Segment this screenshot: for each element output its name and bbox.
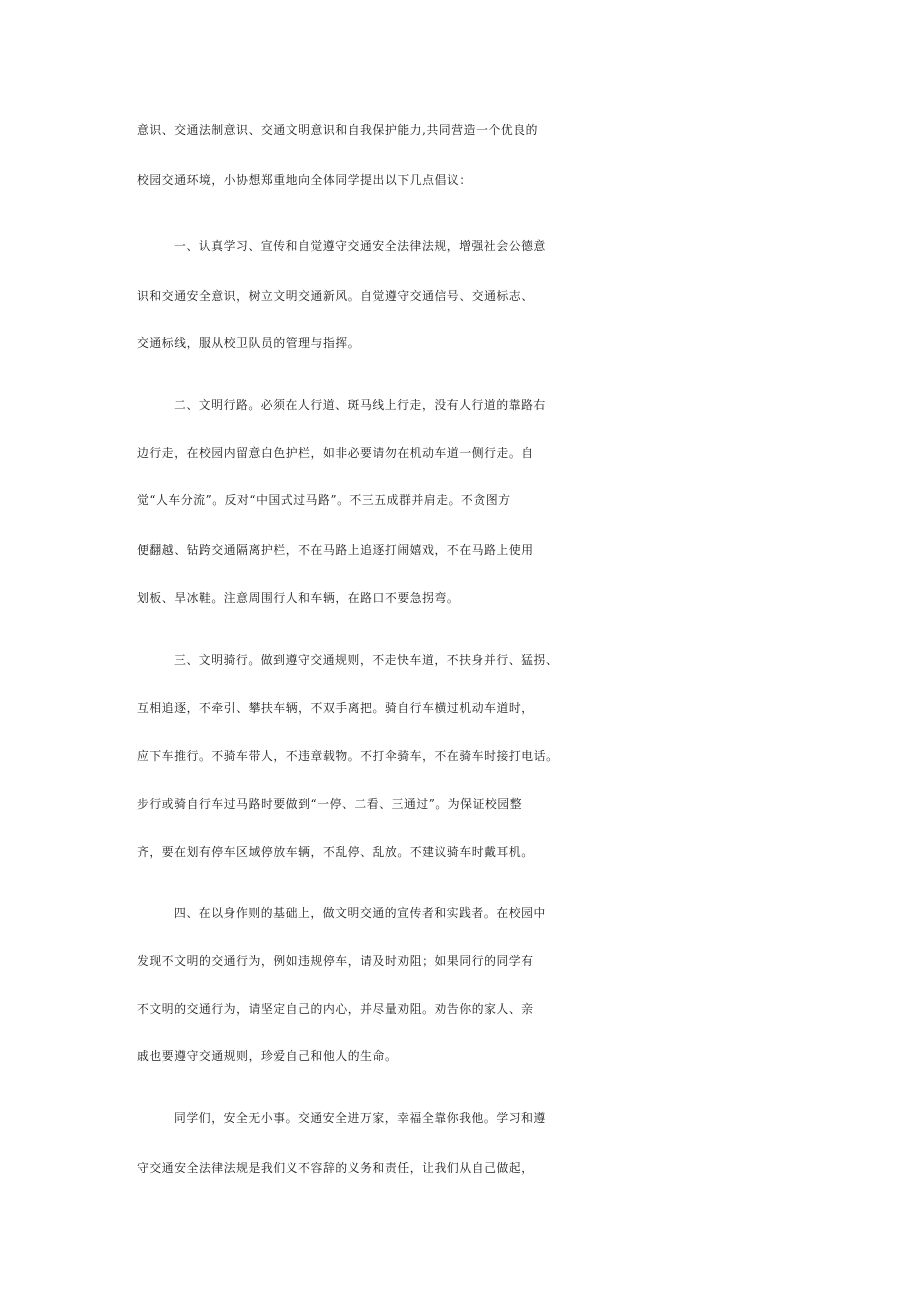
- proposal-3-line: 互相追逐，不牵引、攀扶车辆，不双手离把。骑自行车横过机动车道时，: [137, 701, 534, 715]
- proposal-4-line: 四、在以身作则的基础上，做文明交通的宣传者和实践者。在校园中: [174, 906, 546, 920]
- proposal-3-line: 三、文明骑行。做到遵守交通规则，不走快车道，不扶身并行、猛拐、: [174, 653, 559, 667]
- proposal-1-line: 交通标线，服从校卫队员的管理与指挥。: [137, 336, 361, 350]
- proposal-2-line: 便翻越、钻跨交通隔离护栏，不在马路上追逐打闹嬉戏，不在马路上使用: [137, 543, 534, 557]
- proposal-4-line: 发现不文明的交通行为，例如违规停车，请及时劝阻；如果同行的同学有: [137, 954, 534, 968]
- proposal-1-line: 一、认真学习、宣传和自觉遵守交通安全法律法规，增强社会公德意: [174, 239, 546, 253]
- closing-line: 守交通安全法律法规是我们义不容辞的义务和责任，让我们从自己做起，: [137, 1161, 534, 1175]
- proposal-3-line: 应下车推行。不骑车带人，不违章载物。不打伞骑车，不在骑车时接打电话。: [137, 749, 559, 763]
- proposal-3-line: 步行或骑自行车过马路时要做到“一停、二看、三通过”。为保证校园整: [137, 797, 523, 811]
- proposal-2-line: 觉“人车分流”。反对“中国式过马路”。不三五成群并肩走。不贪图方: [137, 493, 511, 507]
- body-text-line: 校园交通环境，小协想郑重地向全体同学提出以下几点倡议：: [137, 173, 472, 187]
- body-text-line: 意识、交通法制意识、交通文明意识和自我保护能力,共同营造一个优良的: [137, 123, 539, 137]
- closing-line: 同学们，安全无小事。交通安全进万家，幸福全靠你我他。学习和遵: [174, 1111, 546, 1125]
- proposal-4-line: 戚也要遵守交通规则，珍爱自己和他人的生命。: [137, 1049, 398, 1063]
- proposal-4-line: 不文明的交通行为，请坚定自己的内心，并尽量劝阻。劝告你的家人、亲: [137, 1002, 534, 1016]
- proposal-2-line: 二、文明行路。必须在人行道、斑马线上行走，没有人行道的靠路右: [174, 398, 546, 412]
- proposal-3-line: 齐，要在划有停车区域停放车辆，不乱停、乱放。不建议骑车时戴耳机。: [137, 845, 534, 859]
- proposal-2-line: 划板、旱冰鞋。注意周围行人和车辆，在路口不要急拐弯。: [137, 591, 460, 605]
- proposal-1-line: 识和交通安全意识，树立文明交通新风。自觉遵守交通信号、交通标志、: [137, 289, 534, 303]
- proposal-2-line: 边行走，在校园内留意白色护栏，如非必要请勿在机动车道一侧行走。自: [137, 446, 534, 460]
